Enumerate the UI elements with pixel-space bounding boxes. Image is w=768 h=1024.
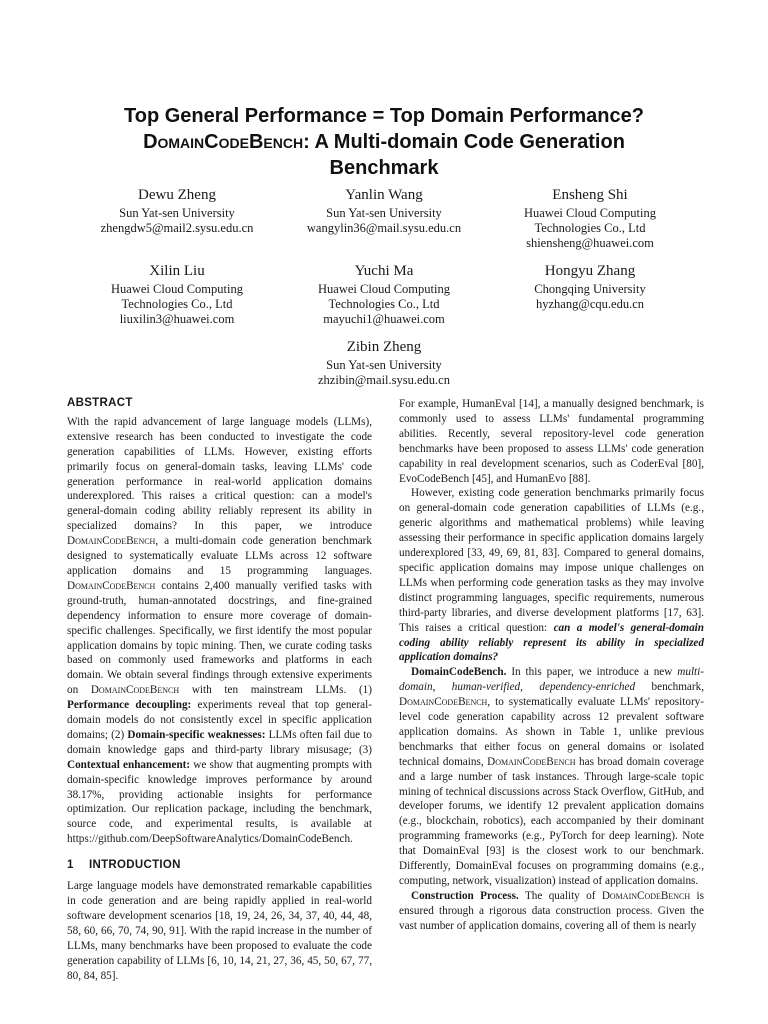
author-name: Ensheng Shi <box>552 187 628 203</box>
abstract-paragraph: With the rapid advancement of large language models (LLMs), extensive research has been conducted to investigate the code generation capabilities of LLMs. However, existing efforts primarily focus on general-domain tasks, leaving LLMs' code generation performance in real-world application domains underexplored. This raises a critical question: can a model's general-domain coding ability reliably represent its ability in specialized domains? In this paper, we introduce DomainCodeBench, a multi-domain code generation benchmark designed to systematically evaluate LLMs across 12 software application domains and 15 programming languages. DomainCodeBench contains 2,400 manually verified tasks with ground-truth, human-annotated docstrings, and fine-grained dependency information to ensure more coverage of domain-specific challenges. Specifically, we first identify the most popular application domains by topic mining. Then, we curate coding tasks based on commonly used frameworks and platforms in each domain. We obtain several findings through extensive experiments on DomainCodeBench with ten mainstream LLMs. (1) Performance decoupling: experiments reveal that top general-domain models do not consistently excel in specific application domains; (2) Domain-specific weaknesses: LLMs often fail due to domain knowledge gaps and third-party library misusage; (3) Contextual enhancement: we show that augmenting prompts with domain-specific knowledge improves performance by around 38.17%, providing actionable insights for performance optimization. Our replication package, including the benchmark, source code, and experimental results, is available at https://github.com/DeepSoftwareAnalytics/DomainCodeBench. <box>67 415 373 846</box>
run-in-heading: DomainCodeBench. <box>411 666 507 679</box>
author-affiliation: Sun Yat-sen University <box>119 206 235 220</box>
author-affiliation: Technologies Co., Ltd <box>534 221 646 235</box>
author-email: zhzibin@mail.sysu.edu.cn <box>318 373 450 387</box>
section-heading-introduction <box>67 858 372 873</box>
author-affiliation: Huawei Cloud Computing <box>524 206 656 220</box>
author-email: liuxilin3@huawei.com <box>119 312 235 326</box>
author-email: mayuchi1@huawei.com <box>323 312 445 326</box>
body-paragraph: DomainCodeBench. In this paper, we introduce a new multi-domain, human-verified, dependency-enriched benchmark, DomainCodeBench, to systematically evaluate LLMs' repository-level code generation capability across 12 prevalent software application domains. As shown in Table 1, unlike previous benchmarks that either focus on general domains or isolated technical domains, DomainCodeBench has broad domain coverage and a large number of task instances. Through large-scale topic mining of technical discussions across Stack Overflow, GitHub, and developer forums, we identify 12 prevalent application domains (e.g., blockchain, robotics), each accompanied by their dominant programming frameworks (e.g., PyTorch for deep learning). Note that DomainEval [93] is the closest work to our benchmark. Differently, DomainEval focuses on programming domains (e.g., computing, network, visualization) instead of application domains. <box>399 666 705 887</box>
body-paragraph: However, existing code generation benchmarks primarily focus on general-domain code generation capabilities of LLMs (e.g., generic algorithms and mathematical problems) while leaving assessing their performance in specific application domains largely underexplored [33, 49, 69, 81, 83]. Compared to general domains, specific application domains may impose unique challenges on LLMs when performing code generation tasks as they may involve distinct programming languages, specific requirements, numerous third-party libraries, and diverse development platforms [17, 63]. This raises a critical question: can a model's general-domain coding ability reliably represent its ability in specialized application domains? <box>399 487 704 664</box>
author-name: Zibin Zheng <box>346 339 422 355</box>
run-in-heading: Construction Process. <box>411 889 519 902</box>
author-affiliation: Technologies Co., Ltd <box>121 297 233 311</box>
section-title: INTRODUCTION <box>89 859 181 872</box>
author-affiliation: Huawei Cloud Computing <box>318 282 450 296</box>
critical-question: can a model's general-domain coding ability reliably represent its ability in specialized application domains? <box>399 621 704 664</box>
benchmark-name: DomainCodeBench <box>143 131 304 153</box>
author-block <box>62 262 292 327</box>
author-block <box>475 262 705 312</box>
right-column <box>399 397 704 934</box>
section-number: 1 <box>67 859 74 872</box>
title-line-2: DomainCodeBench: A Multi-domain Code Generation <box>143 131 625 153</box>
paper-title <box>60 103 708 181</box>
author-block <box>269 186 499 236</box>
author-name: Hongyu Zhang <box>544 263 636 279</box>
abstract-heading: ABSTRACT <box>67 397 133 409</box>
author-name: Dewu Zheng <box>138 187 216 203</box>
author-affiliation: Technologies Co., Ltd <box>328 297 440 311</box>
body-paragraph: Construction Process. The quality of DomainCodeBench is ensured through a rigorous data construction process. Given the vast number of application domains, covering all of them is nearly <box>399 889 704 932</box>
author-email: wangylin36@mail.sysu.edu.cn <box>306 221 462 235</box>
author-block <box>269 262 499 327</box>
author-block <box>62 186 292 236</box>
title-line-1: Top General Performance = Top Domain Performance? <box>124 105 644 127</box>
author-name: Yuchi Ma <box>354 263 414 279</box>
title-line-3: Benchmark <box>329 157 439 179</box>
author-affiliation: Sun Yat-sen University <box>326 358 442 372</box>
intro-paragraph: Large language models have demonstrated remarkable capabilities in code generation and are being rapidly applied in real-world software development scenarios [18, 19, 24, 26, 34, 37, 40, 44, 48, 58, 60, 66, 70, 74, 90, 91]. With the rapid increase in the number of LLMs, many benchmarks have been proposed to evaluate the code generation capability of LLMs [6, 10, 14, 21, 27, 36, 45, 50, 67, 77, 80, 84, 85]. <box>67 880 372 982</box>
author-affiliation: Huawei Cloud Computing <box>111 282 243 296</box>
author-name: Yanlin Wang <box>345 187 423 203</box>
author-email: shiensheng@huawei.com <box>526 236 654 250</box>
left-column <box>67 396 372 983</box>
author-name: Xilin Liu <box>149 263 205 279</box>
body-paragraph: For example, HumanEval [14], a manually designed benchmark, is commonly used to assess LLMs' fundamental programming abilities. Recently, several repository-level code generation benchmarks have been proposed to assess LLMs' code generation capability in real development scenarios, such as CoderEval [80], EvoCodeBench [45], and HumanEvo [88]. <box>399 398 704 485</box>
author-affiliation: Sun Yat-sen University <box>326 206 442 220</box>
author-email: zhengdw5@mail2.sysu.edu.cn <box>100 221 254 235</box>
author-affiliation: Chongqing University <box>534 282 646 296</box>
author-block <box>475 186 705 251</box>
author-block <box>269 338 499 388</box>
author-email: hyzhang@cqu.edu.cn <box>535 297 644 311</box>
